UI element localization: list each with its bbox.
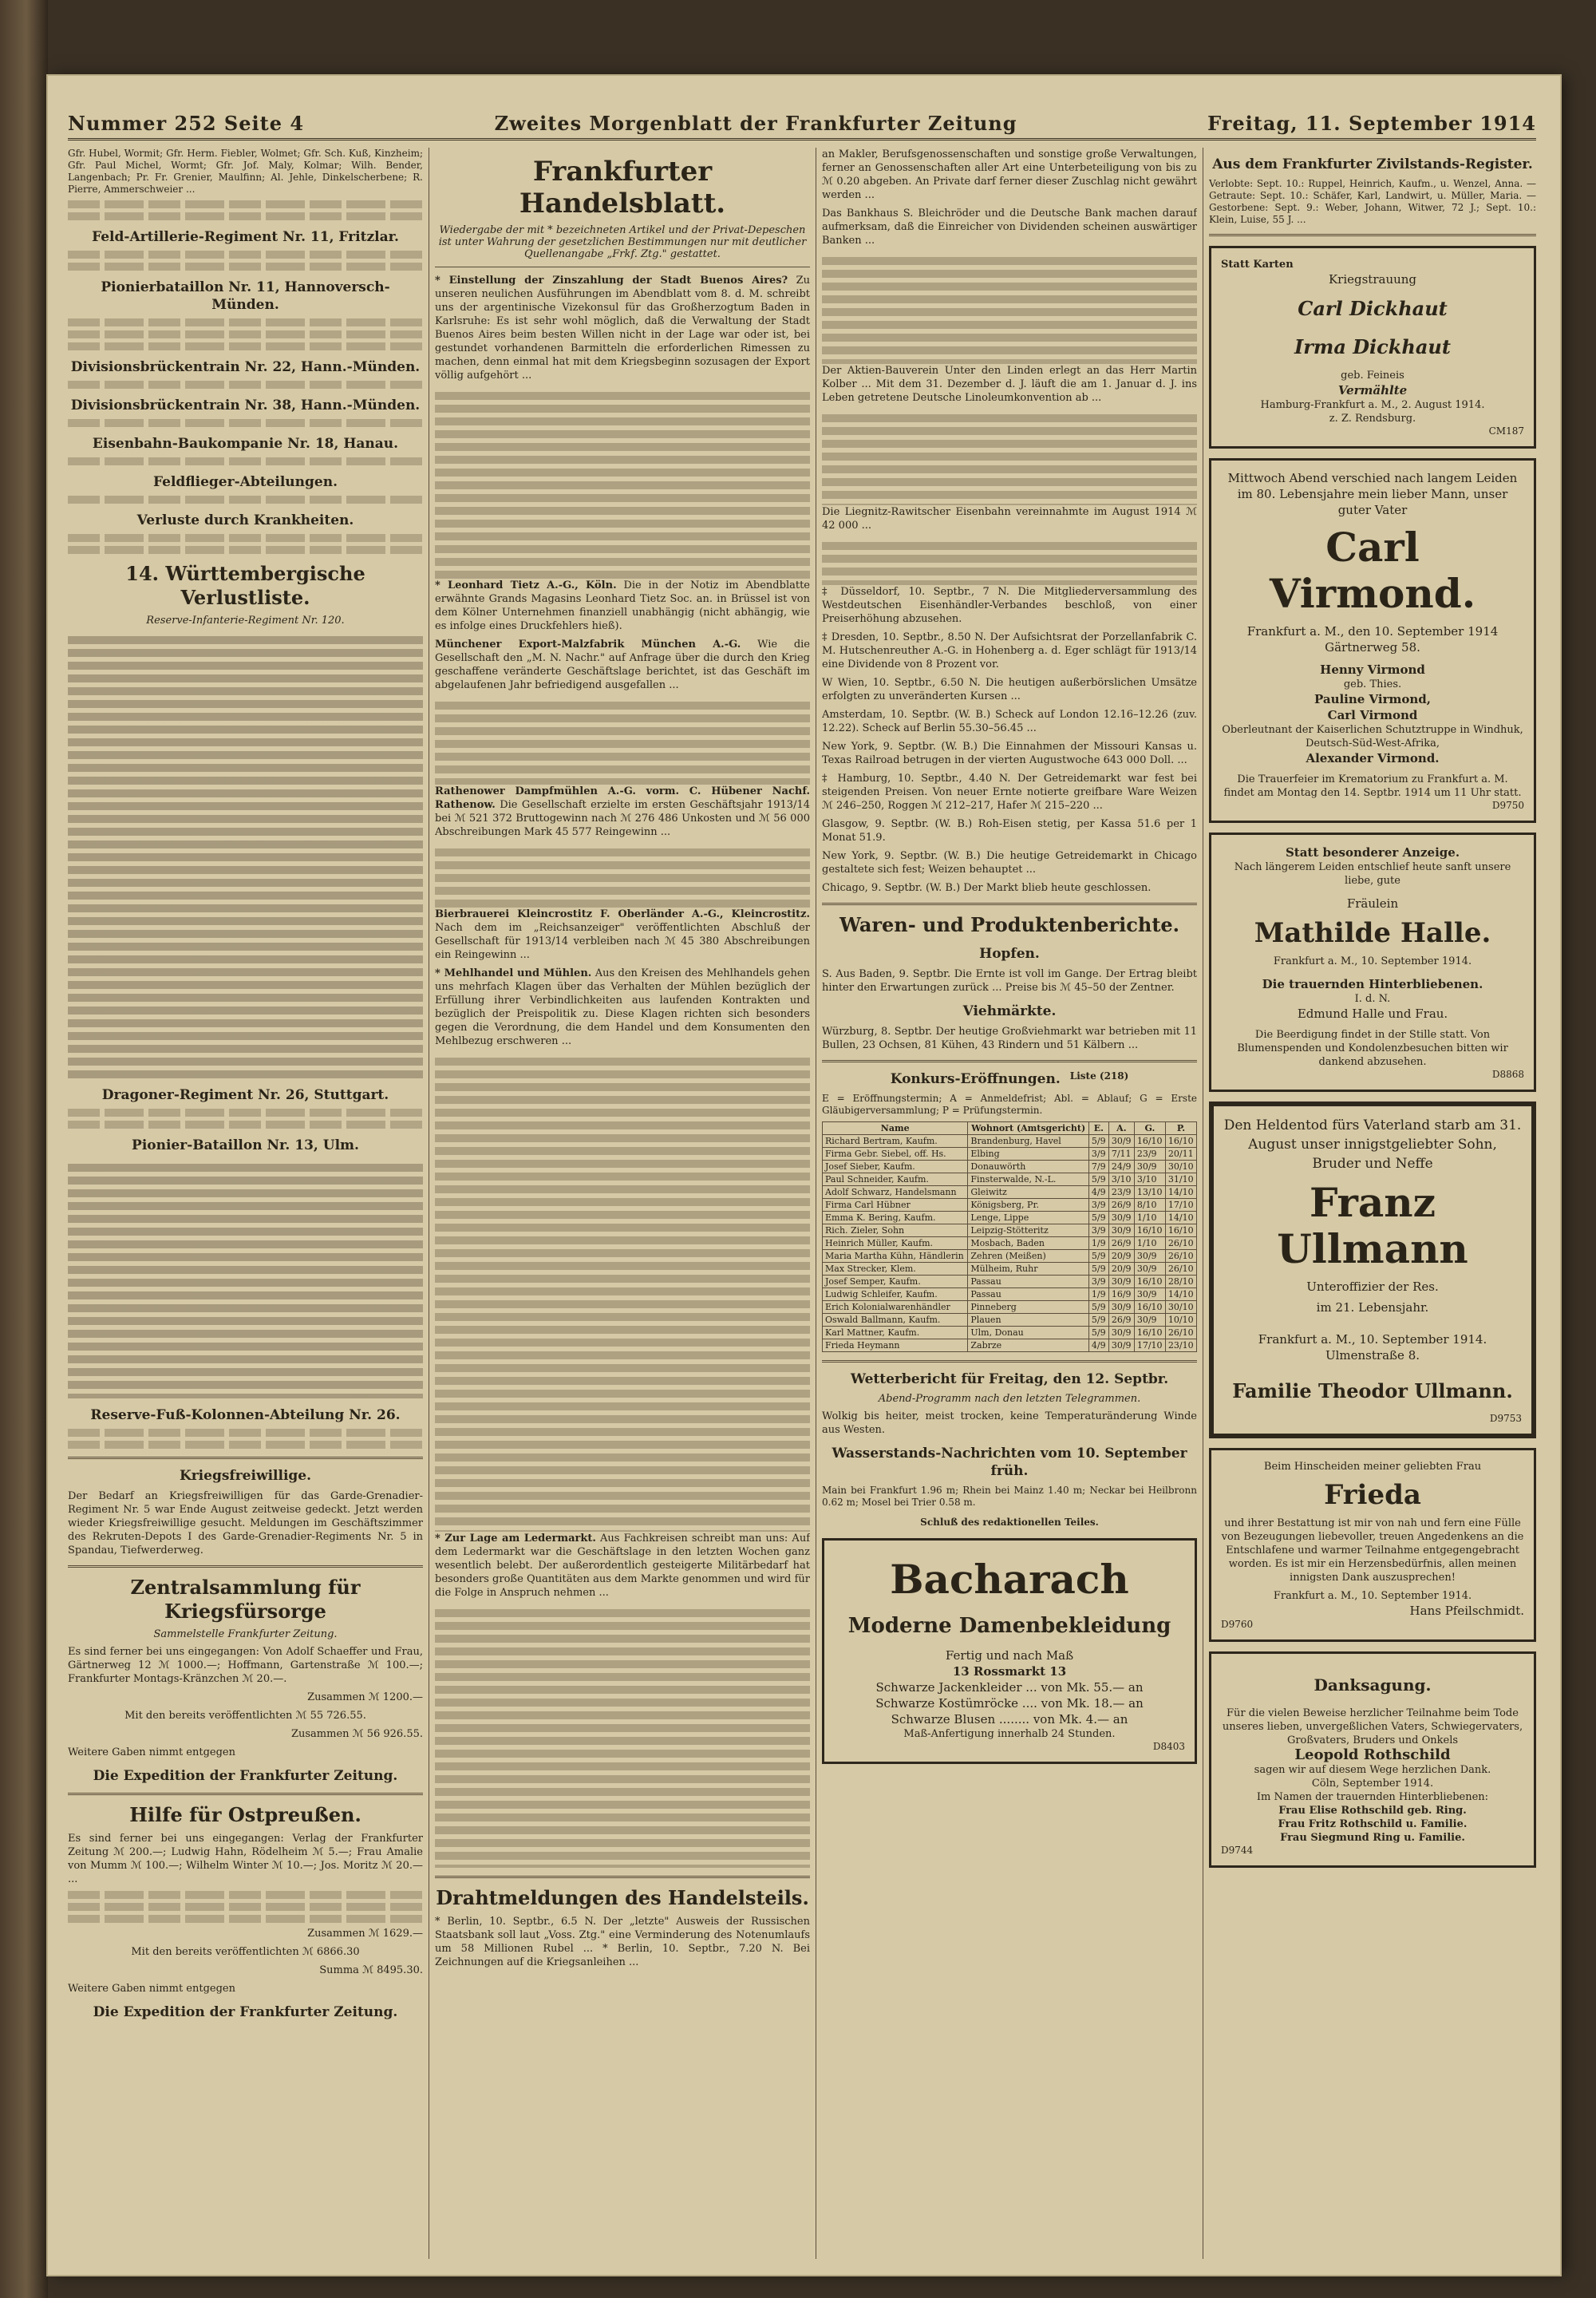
article-body: Die Liegnitz-Rawitscher Eisenbahn vereinnahmte im August 1914 ℳ 42 000 ... [822, 506, 1197, 532]
table-row [823, 1237, 1197, 1250]
article-title: Münchener Export-Malzfabrik München A.-G. [435, 639, 741, 651]
commodity-reports-title: Waren- und Produktenberichte. [839, 913, 1180, 936]
table-cell: 30/9 [1108, 1135, 1134, 1148]
bacharach-name: Bacharach [890, 1556, 1129, 1603]
table-cell: 5/9 [1088, 1135, 1108, 1148]
table-cell: 16/10 [1165, 1224, 1196, 1237]
table-row [823, 1276, 1197, 1288]
table-cell: 30/9 [1134, 1250, 1165, 1263]
table-row [823, 1339, 1197, 1352]
table-cell: 13/10 [1134, 1186, 1165, 1199]
war-welfare-previous: Mit den bereits veröffentlichten ℳ 55 726.55. [124, 1710, 366, 1722]
livestock-report: Würzburg, 8. Septbr. Der heutige Großviehmarkt war betrieben mit 11 Bullen, 23 Ochsen, 81 Kühen, 43 Rindern und 51 Kälbern ... [822, 1026, 1197, 1051]
table-cell: 30/9 [1134, 1263, 1165, 1276]
table-cell: 30/9 [1108, 1339, 1134, 1352]
wire-reports-body: * Berlin, 10. Septbr., 6.5 N. Der „letzte" Ausweis der Russischen Staatsbank soll laut „Voss. Ztg." eine Verminderung des Notenumlaufs um 58 Millionen Rubel ... * Berlin, 10. Septbr., 7.20 N. Bei Zeichnungen auf die Kriegsanleihen ... [435, 1916, 810, 1968]
casualty-text-block [68, 1159, 423, 1398]
table-cell: Paul Schneider, Kaufm. [823, 1173, 968, 1186]
table-cell: 20/11 [1165, 1148, 1196, 1161]
article-title: * Leonhard Tietz A.-G., Köln. [435, 579, 617, 591]
volunteers-text: Der Bedarf an Kriegsfreiwilligen für das Garde-Grenadier-Regiment Nr. 5 war Ende August zeitweise gedeckt. Jetzt werden wieder Kriegsfreiwillige gesucht. Meldungen im Geschäftszimmer des Rekruten-Depots I des Garde-Grenadier-Regiments Nr. 5 in Spandau, Tiefwerderweg. [68, 1490, 423, 1556]
table-header-cell: P. [1165, 1122, 1196, 1135]
table-cell: Donauwörth [968, 1161, 1089, 1173]
table-cell: 17/10 [1134, 1339, 1165, 1352]
table-cell: 5/9 [1088, 1212, 1108, 1224]
table-row [823, 1212, 1197, 1224]
bacharach-ad: Bacharach Moderne Damenbekleidung Fertig und nach Maß 13 Rossmarkt 13 Schwarze Jackenkleider ... von Mk. 55.— an Schwarze Kostümröcke .... von Mk. 18.— an Schwarze Blusen ........ von Mk. 4.— an Maß-Anfertigung innerhalb 24 Stunden. D8403 [822, 1538, 1197, 1764]
table-cell: Frieda Heymann [823, 1339, 968, 1352]
war-welfare-subtitle: Sammelstelle Frankfurter Zeitung. [153, 1628, 338, 1640]
table-cell: 14/10 [1165, 1288, 1196, 1301]
table-cell: 4/9 [1088, 1339, 1108, 1352]
article-body: an Makler, Berufsgenossenschaften und sonstige große Verwaltungen, ferner an Genossenschaften aller Art eine Unterbeteiligung von bis zu ℳ 0.20 abgeben. An Private darf ferner dieser Zuschlag nicht gewährt werden ... [822, 148, 1197, 201]
bacharach-subtitle: Moderne Damenbekleidung [847, 1614, 1171, 1638]
weather-title: Wetterbericht für Freitag, den 12. Septbr. [850, 1371, 1169, 1387]
registry-entries: Verlobte: Sept. 10.: Ruppel, Heinrich, Kaufm., u. Wenzel, Anna. — Getraute: Sept. 10.: Schäfer, Karl, Landwirt, u. Müller, Maria. — Gestorbene: Sept. 9.: Weber, Johann, Witwer, 72 J.; Sept. 10.: Klein, Luise, 55 J. ... [1209, 178, 1536, 225]
market-report: Glasgow, 9. Septbr. (W. B.) Roh-Eisen stetig, per Kassa 51.6 per 1 Monat 51.9. [822, 818, 1197, 844]
table-cell: Adolf Schwarz, Handelsmann [823, 1186, 968, 1199]
table-cell: 4/9 [1088, 1186, 1108, 1199]
table-cell: Pinneberg [968, 1301, 1089, 1314]
table-cell: 3/9 [1088, 1224, 1108, 1237]
header-page-number: Nummer 252 Seite 4 [68, 111, 305, 135]
column-announcements [1209, 148, 1536, 2259]
table-cell: 23/10 [1165, 1339, 1196, 1352]
table-cell: 30/9 [1108, 1224, 1134, 1237]
table-cell: 16/10 [1134, 1224, 1165, 1237]
table-cell: Ludwig Schleifer, Kaufm. [823, 1288, 968, 1301]
table-cell: 30/10 [1165, 1301, 1196, 1314]
east-prussia-expedition: Die Expedition der Frankfurter Zeitung. [93, 2004, 398, 2020]
regiment-heading: Reserve-Fuß-Kolonnen-Abteilung Nr. 26. [90, 1407, 401, 1423]
water-levels: Main bei Frankfurt 1.96 m; Rhein bei Mainz 1.40 m; Neckar bei Heilbronn 0.62 m; Mosel bei Trier 0.58 m. [822, 1485, 1197, 1508]
table-cell: 8/10 [1134, 1199, 1165, 1212]
business-section-notice: Wiedergabe der mit * bezeichneten Artikel und der Privat-Depeschen ist unter Wahrung der gesetzlichen Bestimmungen nur mit deutlicher Quellenangabe „Frkf. Ztg." gestattet. [438, 224, 807, 260]
weather-forecast: Wolkig bis heiter, meist trocken, keine Temperaturänderung Winde aus Westen. [822, 1410, 1197, 1436]
table-header-cell: Wohnort (Amtsgericht) [968, 1122, 1089, 1135]
regiment-heading: Pionierbataillon Nr. 11, Hannoversch-Münden. [101, 279, 390, 313]
table-cell: 14/10 [1165, 1186, 1196, 1199]
market-report: W Wien, 10. Septbr., 6.50 N. Die heutigen außerbörslichen Umsätze erfolgten zu unveränderten Kursen ... [822, 677, 1197, 702]
table-cell: Karl Mattner, Kaufm. [823, 1327, 968, 1339]
article-body: Nach dem im „Reichsanzeiger" veröffentlichten Abschluß der Gesellschaft für 1913/14 verbleiben nach ℳ 45 380 Abschreibungen ein Reingewinn ... [435, 922, 810, 961]
bankruptcy-list-number: Liste (218) [1069, 1070, 1129, 1082]
table-header-cell: Name [823, 1122, 968, 1135]
table-cell: 3/10 [1134, 1173, 1165, 1186]
east-prussia-donations: Es sind ferner bei uns eingegangen: Verlag der Frankfurter Zeitung ℳ 200.—; Ludwig Hahn, Rödelheim ℳ 5.—; Frau Amalie von Mumm ℳ 100.—; Wilhelm Winter ℳ 10.—; Jos. Moritz ℳ 20.— ... [68, 1833, 423, 1885]
table-cell: 7/11 [1108, 1148, 1134, 1161]
table-cell: Elbing [968, 1148, 1089, 1161]
table-cell: Brandenburg, Havel [968, 1135, 1089, 1148]
table-header-cell: E. [1088, 1122, 1108, 1135]
market-report: New York, 9. Septbr. (W. B.) Die heutige Getreidemarkt in Chicago gestaltete sich fest; Weizen behauptet ... [822, 850, 1197, 876]
article-body: Aus den Kreisen des Mehlhandels gehen uns mehrfach Klagen über das Verhalten der Mühlen bezüglich der Erfüllung ihrer Verbindlichkeiten aus laufenden Kontrakten und bezüglich der Preispolitik zu. Diese Klagen richten sich besonders gegen die Verordnung, die dem Handel und dem Konsumenten den Mehlbezug erschweren ... [435, 967, 810, 1047]
regiment-heading: Dragoner-Regiment Nr. 26, Stuttgart. [101, 1087, 389, 1103]
table-cell: Passau [968, 1276, 1089, 1288]
table-row [823, 1135, 1197, 1148]
bankruptcy-title: Konkurs-Eröffnungen. [890, 1071, 1061, 1087]
registry-title: Aus dem Frankfurter Zivilstands-Register. [1212, 156, 1533, 172]
east-prussia-total: Summa ℳ 8495.30. [319, 1964, 423, 1976]
wire-reports-title: Drahtmeldungen des Handelsteils. [436, 1886, 809, 1909]
hops-heading: Hopfen. [979, 946, 1040, 962]
table-row [823, 1186, 1197, 1199]
casualty-names: Gfr. Hubel, Wormit; Gfr. Herm. Fiebler, Wolmet; Gfr. Sch. Kuß, Kinzheim; Gfr. Paul Michel, Wormt; Gfr. Jof. Maly, Kolmar; Wilh. Bender, Langenbach; Pr. Fr. Grenier, Maulfinn; Al. Jehle, Dinkelscherbene; R. Pierre, Ammerschweier ... [68, 148, 423, 195]
table-cell: 16/10 [1134, 1327, 1165, 1339]
table-cell: 30/9 [1108, 1276, 1134, 1288]
bankruptcy-table [822, 1121, 1197, 1352]
table-cell: 30/9 [1108, 1301, 1134, 1314]
table-cell: Lenge, Lippe [968, 1212, 1089, 1224]
table-cell: 5/9 [1088, 1327, 1108, 1339]
table-cell: Zabrze [968, 1339, 1089, 1352]
table-cell: 26/10 [1165, 1263, 1196, 1276]
table-cell: Emma K. Bering, Kaufm. [823, 1212, 968, 1224]
table-cell: 26/10 [1165, 1250, 1196, 1263]
table-header-cell: G. [1134, 1122, 1165, 1135]
section-heading: Verluste durch Krankheiten. [136, 512, 354, 528]
table-row [823, 1224, 1197, 1237]
table-cell: 14/10 [1165, 1212, 1196, 1224]
weather-subtitle: Abend-Programm nach den letzten Telegrammen. [878, 1393, 1141, 1405]
table-cell: Josef Sieber, Kaufm. [823, 1161, 968, 1173]
market-report: ‡ Hamburg, 10. Septbr., 4.40 N. Der Getreidemarkt war fest bei steigenden Preisen. Von neuer Ernte notierte greifbare Ware Weizen ℳ 246–250, Roggen ℳ 212–217, Hafer ℳ 215–220 ... [822, 773, 1197, 812]
table-cell: 5/9 [1088, 1263, 1108, 1276]
table-cell: Oswald Ballmann, Kaufm. [823, 1314, 968, 1327]
obituary-ullmann: Den Heldentod fürs Vaterland starb am 31. August unser innigstgeliebter Sohn, Bruder und Neffe Franz Ullmann Unteroffizier der Res. im 21. Lebensjahr. Frankfurt a. M., 10. September 1914. Ulmenstraße 8. Familie Theodor Ullmann. D9753 [1209, 1102, 1536, 1438]
table-cell: 26/10 [1165, 1237, 1196, 1250]
table-cell: Gleiwitz [968, 1186, 1089, 1199]
table-row [823, 1327, 1197, 1339]
article-body: Zu unseren neulichen Ausführungen im Abendblatt vom 8. d. M. schreibt uns der argentinische Vizekonsul für das Großherzogtum Baden in Karlsruhe: Es ist sehr wohl möglich, daß die Verwaltung der Stadt Buenos Aires beim besten Willen nicht in der Lage war oder ist, bei gestundet vorhandenen Barmitteln die erforderlichen Rimessen zu machen, denn einmal hat mit dem Kriegsbeginn sozusagen der Export völlig aufgehört ... [435, 275, 810, 382]
market-report: New York, 9. Septbr. (W. B.) Die Einnahmen der Missouri Kansas u. Texas Railroad betrugen in der vierten Augustwoche 643 000 Doll. ... [822, 741, 1197, 766]
market-report: Chicago, 9. Septbr. (W. B.) Der Markt blieb heute geschlossen. [822, 882, 1152, 894]
table-cell: Firma Carl Hübner [823, 1199, 968, 1212]
article-body: Die Gesellschaft erzielte im ersten Geschäftsjahr 1913/14 bei ℳ 521 372 Bruttogewinn nach ℳ 276 486 Unkosten und ℳ 56 000 Abschreibungen Mark 45 577 Reingewinn ... [435, 799, 810, 838]
article-body: Der Aktien-Bauverein Unter den Linden erlegt an das Herr Martin Kolber ... Mit dem 31. Dezember d. J. läuft die am 1. Januar d. J. ins Leben getretene Deutsche Linoleumkonvention ab ... [822, 365, 1197, 404]
table-cell: 16/10 [1165, 1135, 1196, 1148]
table-cell: 30/9 [1108, 1212, 1134, 1224]
table-row [823, 1161, 1197, 1173]
wuerttemberg-list-title: 14. Württembergische Verlustliste. [125, 562, 365, 609]
table-cell: Rich. Zieler, Sohn [823, 1224, 968, 1237]
table-cell: 26/9 [1108, 1199, 1134, 1212]
table-cell: 20/9 [1108, 1250, 1134, 1263]
table-row [823, 1250, 1197, 1263]
table-cell: Königsberg, Pr. [968, 1199, 1089, 1212]
table-cell: Finsterwalde, N.-L. [968, 1173, 1089, 1186]
article-body: Die in der Notiz im Abendblatte erwähnte Grands Magasins Leonhard Tietz Soc. an. in Brüssel ist von dem Kölner Unternehmen finanziell unabhängig (nicht abhängig, wie es infolge eines Druckfehlers hieß). [435, 579, 810, 632]
table-cell: 26/9 [1108, 1314, 1134, 1327]
table-cell: 28/10 [1165, 1276, 1196, 1288]
market-report: ‡ Dresden, 10. Septbr., 8.50 N. Der Aufsichtsrat der Porzellanfabrik C. M. Hutschenreuther A.-G. in Hohenberg a. d. Eger schlägt für 1913/14 eine Dividende von 8 Prozent vor. [822, 631, 1197, 670]
table-cell: 1/10 [1134, 1212, 1165, 1224]
table-cell: Leipzig-Stötteritz [968, 1224, 1089, 1237]
table-cell: Plauen [968, 1314, 1089, 1327]
hops-report: S. Aus Baden, 9. Septbr. Die Ernte ist voll im Gange. Der Ertrag bleibt hinter den Erwartungen zurück ... Preise bis ℳ 45–50 der Zentner. [822, 968, 1197, 994]
table-cell: 30/9 [1108, 1327, 1134, 1339]
table-cell: Ulm, Donau [968, 1327, 1089, 1339]
table-cell: 30/9 [1134, 1314, 1165, 1327]
table-cell: Josef Semper, Kaufm. [823, 1276, 968, 1288]
wedding-notice: Statt Karten Kriegstrauung Carl Dickhaut Irma Dickhaut geb. Feineis Vermählte Hamburg-Frankfurt a. M., 2. August 1914. z. Z. Rendsburg. CM187 [1209, 246, 1536, 449]
regiment-heading: Feldflieger-Abteilungen. [152, 474, 338, 490]
table-cell: 26/10 [1165, 1327, 1196, 1339]
table-cell: 23/9 [1134, 1148, 1165, 1161]
market-report: Amsterdam, 10. Septbr. (W. B.) Scheck auf London 12.16–12.26 (zuv. 12.22). Scheck auf Berlin 55.30–56.45 ... [822, 709, 1197, 734]
table-cell: 16/10 [1134, 1135, 1165, 1148]
article-title: * Mehlhandel und Mühlen. [435, 967, 592, 979]
table-cell: 30/9 [1134, 1161, 1165, 1173]
table-cell: Max Strecker, Klem. [823, 1263, 968, 1276]
page-header [68, 108, 1536, 140]
east-prussia-title: Hilfe für Ostpreußen. [129, 1803, 361, 1826]
column-casualty-lists [68, 148, 423, 2259]
table-header-cell: A. [1108, 1122, 1134, 1135]
table-cell: 5/9 [1088, 1314, 1108, 1327]
obituary-halle: Statt besonderer Anzeige. Nach längerem Leiden entschlief heute sanft unsere liebe, gute Fräulein Mathilde Halle. Frankfurt a. M., 10. September 1914. Die trauernden Hinterbliebenen. I. d. N. Edmund Halle und Frau. Die Beerdigung findet in der Stille statt. Von Blumenspenden und Kondolenzbesuchen bitten wir dankend abzusehen. D8868 [1209, 833, 1536, 1092]
article-body: Das Bankhaus S. Bleichröder und die Deutsche Bank machen darauf aufmerksam, daß die Einreicher von Dividenden scheinen auswärtiger Banken ... [822, 208, 1197, 247]
table-row [823, 1288, 1197, 1301]
table-cell: 23/9 [1108, 1186, 1134, 1199]
table-row [823, 1148, 1197, 1161]
market-report: ‡ Düsseldorf, 10. Septbr., 7 N. Die Mitgliederversammlung des Westdeutschen Eisenhändler-Verbandes beschloß, von einer Preiserhöhung abzusehen. [822, 586, 1197, 625]
table-row [823, 1263, 1197, 1276]
war-welfare-sum: Zusammen ℳ 1200.— [307, 1691, 423, 1703]
east-prussia-note: Weitere Gaben nimmt entgegen [68, 1983, 235, 1995]
article-body: Wie die Gesellschaft den „M. N. Nachr." auf Anfrage über die durch den Krieg geschaffene veränderte Geschäftslage berichtet, ist das Geschäft im abgelaufenen Jahr befriedigend ausgefallen ... [435, 639, 810, 691]
table-row [823, 1301, 1197, 1314]
column-business-news [435, 148, 810, 2259]
table-cell: Mosbach, Baden [968, 1237, 1089, 1250]
table-cell: 3/9 [1088, 1276, 1108, 1288]
regiment-heading: Pionier-Bataillon Nr. 13, Ulm. [132, 1137, 359, 1153]
article-title: * Zur Lage am Ledermarkt. [435, 1533, 596, 1545]
war-welfare-title: Zentralsammlung für Kriegsfürsorge [130, 1576, 361, 1623]
table-cell: 10/10 [1165, 1314, 1196, 1327]
war-welfare-expedition: Die Expedition der Frankfurter Zeitung. [93, 1768, 398, 1784]
book-binding [0, 0, 48, 2298]
thanks-pfeilschmidt: Beim Hinscheiden meiner geliebten Frau Frieda und ihrer Bestattung ist mir von nah und fern eine Fülle von Bezeugungen liebevoller, treuen Angedenkens an die Entschlafene und warmer Teilnahme entgegengebracht worden. Es ist mir ein Herzensbedürfnis, allen meinen innigsten Dank auszusprechen! Frankfurt a. M., 10. September 1914. Hans Pfeilschmidt. D9760 [1209, 1448, 1536, 1642]
table-cell: Passau [968, 1288, 1089, 1301]
regiment-heading: Divisionsbrückentrain Nr. 38, Hann.-Münden. [70, 398, 421, 413]
business-section-title: Frankfurter Handelsblatt. [519, 156, 726, 220]
column-markets [822, 148, 1197, 2259]
table-cell: 26/9 [1108, 1237, 1134, 1250]
table-cell: Maria Martha Kühn, Händlerin [823, 1250, 968, 1263]
table-cell: 16/9 [1108, 1288, 1134, 1301]
table-cell: 24/9 [1108, 1161, 1134, 1173]
table-cell: Firma Gebr. Siebel, off. Hs. [823, 1148, 968, 1161]
table-cell: 16/10 [1134, 1301, 1165, 1314]
wuerttemberg-list-subtitle: Reserve-Infanterie-Regiment Nr. 120. [146, 615, 345, 627]
article-title: Bierbrauerei Kleincrostitz F. Oberländer A.-G., Kleincrostitz. [435, 908, 810, 920]
article-body: Aus Fachkreisen schreibt man uns: Auf dem Ledermarkt war die Geschäftslage in den letzten Wochen ganz wesentlich belebt. Der außerordentlich gesteigerte Militärbedarf hat besonders große Quantitäten aus dem Markte genommen und wird für die Folge in Anspruch nehmen ... [435, 1533, 810, 1599]
casualty-text-block [68, 631, 423, 1078]
bankruptcy-legend: E = Eröffnungstermin; A = Anmeldefrist; Abl. = Ablauf; G = Erste Gläubigerversammlung; P = Prüfungstermin. [822, 1093, 1197, 1116]
table-cell: 5/9 [1088, 1173, 1108, 1186]
table-row [823, 1173, 1197, 1186]
article-title: Rathenower Dampfmühlen A.-G. vorm. C. Hübener Nachf. Rathenow. [435, 785, 810, 811]
table-cell: 17/10 [1165, 1199, 1196, 1212]
table-cell: Richard Bertram, Kaufm. [823, 1135, 968, 1148]
table-cell: 1/9 [1088, 1237, 1108, 1250]
table-cell: 3/9 [1088, 1199, 1108, 1212]
table-cell: 7/9 [1088, 1161, 1108, 1173]
editorial-end: Schluß des redaktionellen Teiles. [920, 1517, 1099, 1528]
table-cell: 1/9 [1088, 1288, 1108, 1301]
regiment-heading: Eisenbahn-Baukompanie Nr. 18, Hanau. [92, 436, 399, 452]
table-cell: Erich Kolonialwarenhändler [823, 1301, 968, 1314]
table-cell: 30/9 [1134, 1288, 1165, 1301]
regiment-heading: Feld-Artillerie-Regiment Nr. 11, Fritzlar. [92, 229, 399, 245]
header-masthead: Zweites Morgenblatt der Frankfurter Zeitung [494, 111, 1017, 135]
war-welfare-note: Weitere Gaben nimmt entgegen [68, 1746, 235, 1758]
volunteers-heading: Kriegsfreiwillige. [179, 1468, 312, 1484]
table-cell: 5/9 [1088, 1301, 1108, 1314]
table-cell: 16/10 [1134, 1276, 1165, 1288]
newspaper-page [48, 76, 1560, 2275]
table-cell: 3/10 [1108, 1173, 1134, 1186]
regiment-heading: Divisionsbrückentrain Nr. 22, Hann.-Münden. [70, 359, 421, 375]
thanks-rothschild: Danksagung. Für die vielen Beweise herzlicher Teilnahme beim Tode unseres lieben, unvergeßlichen Vaters, Schwiegervaters, Großvaters, Bruders und Onkels Leopold Rothschild sagen wir auf diesem Wege herzlichen Dank. Cöln, September 1914. Im Namen der trauernden Hinterbliebenen: Frau Elise Rothschild geb. Ring. Frau Fritz Rothschild u. Familie. Frau Siegmund Ring u. Familie. D9744 [1209, 1651, 1536, 1868]
table-cell: Heinrich Müller, Kaufm. [823, 1237, 968, 1250]
obituary-virmond: Mittwoch Abend verschied nach langem Leiden im 80. Lebensjahre mein lieber Mann, unser guter Vater Carl Virmond. Frankfurt a. M., den 10. September 1914 Gärtnerweg 58. Henny Virmond geb. Thies. Pauline Virmond, Carl Virmond Oberleutnant der Kaiserlichen Schutztruppe in Windhuk, Deutsch-Süd-West-Afrika, Alexander Virmond. Die Trauerfeier im Krematorium zu Frankfurt a. M. findet am Montag den 14. Septbr. 1914 um 11 Uhr statt. D9750 [1209, 458, 1536, 823]
table-cell: Zehren (Meißen) [968, 1250, 1089, 1263]
table-cell: 1/10 [1134, 1237, 1165, 1250]
table-cell: 20/9 [1108, 1263, 1134, 1276]
war-welfare-donations: Es sind ferner bei uns eingegangen: Von Adolf Schaeffer und Frau, Gärtnerweg 12 ℳ 1000.—; Hoffmann, Gartenstraße ℳ 100.—; Frankfurter Montags-Kränzchen ℳ 20.—. [68, 1646, 423, 1685]
header-date: Freitag, 11. September 1914 [1207, 111, 1536, 135]
article-title: * Einstellung der Zinszahlung der Stadt Buenos Aires? [435, 275, 788, 287]
table-cell: Mülheim, Ruhr [968, 1263, 1089, 1276]
east-prussia-previous: Mit den bereits veröffentlichten ℳ 6866.30 [131, 1946, 360, 1958]
table-cell: 30/10 [1165, 1161, 1196, 1173]
water-levels-title: Wasserstands-Nachrichten vom 10. September früh. [832, 1446, 1187, 1479]
table-row [823, 1314, 1197, 1327]
war-welfare-total: Zusammen ℳ 56 926.55. [290, 1728, 423, 1740]
table-cell: 3/9 [1088, 1148, 1108, 1161]
table-cell: 31/10 [1165, 1173, 1196, 1186]
table-row [823, 1199, 1197, 1212]
table-cell: 5/9 [1088, 1250, 1108, 1263]
livestock-heading: Viehmärkte. [962, 1003, 1057, 1019]
east-prussia-sum: Zusammen ℳ 1629.— [307, 1928, 423, 1940]
